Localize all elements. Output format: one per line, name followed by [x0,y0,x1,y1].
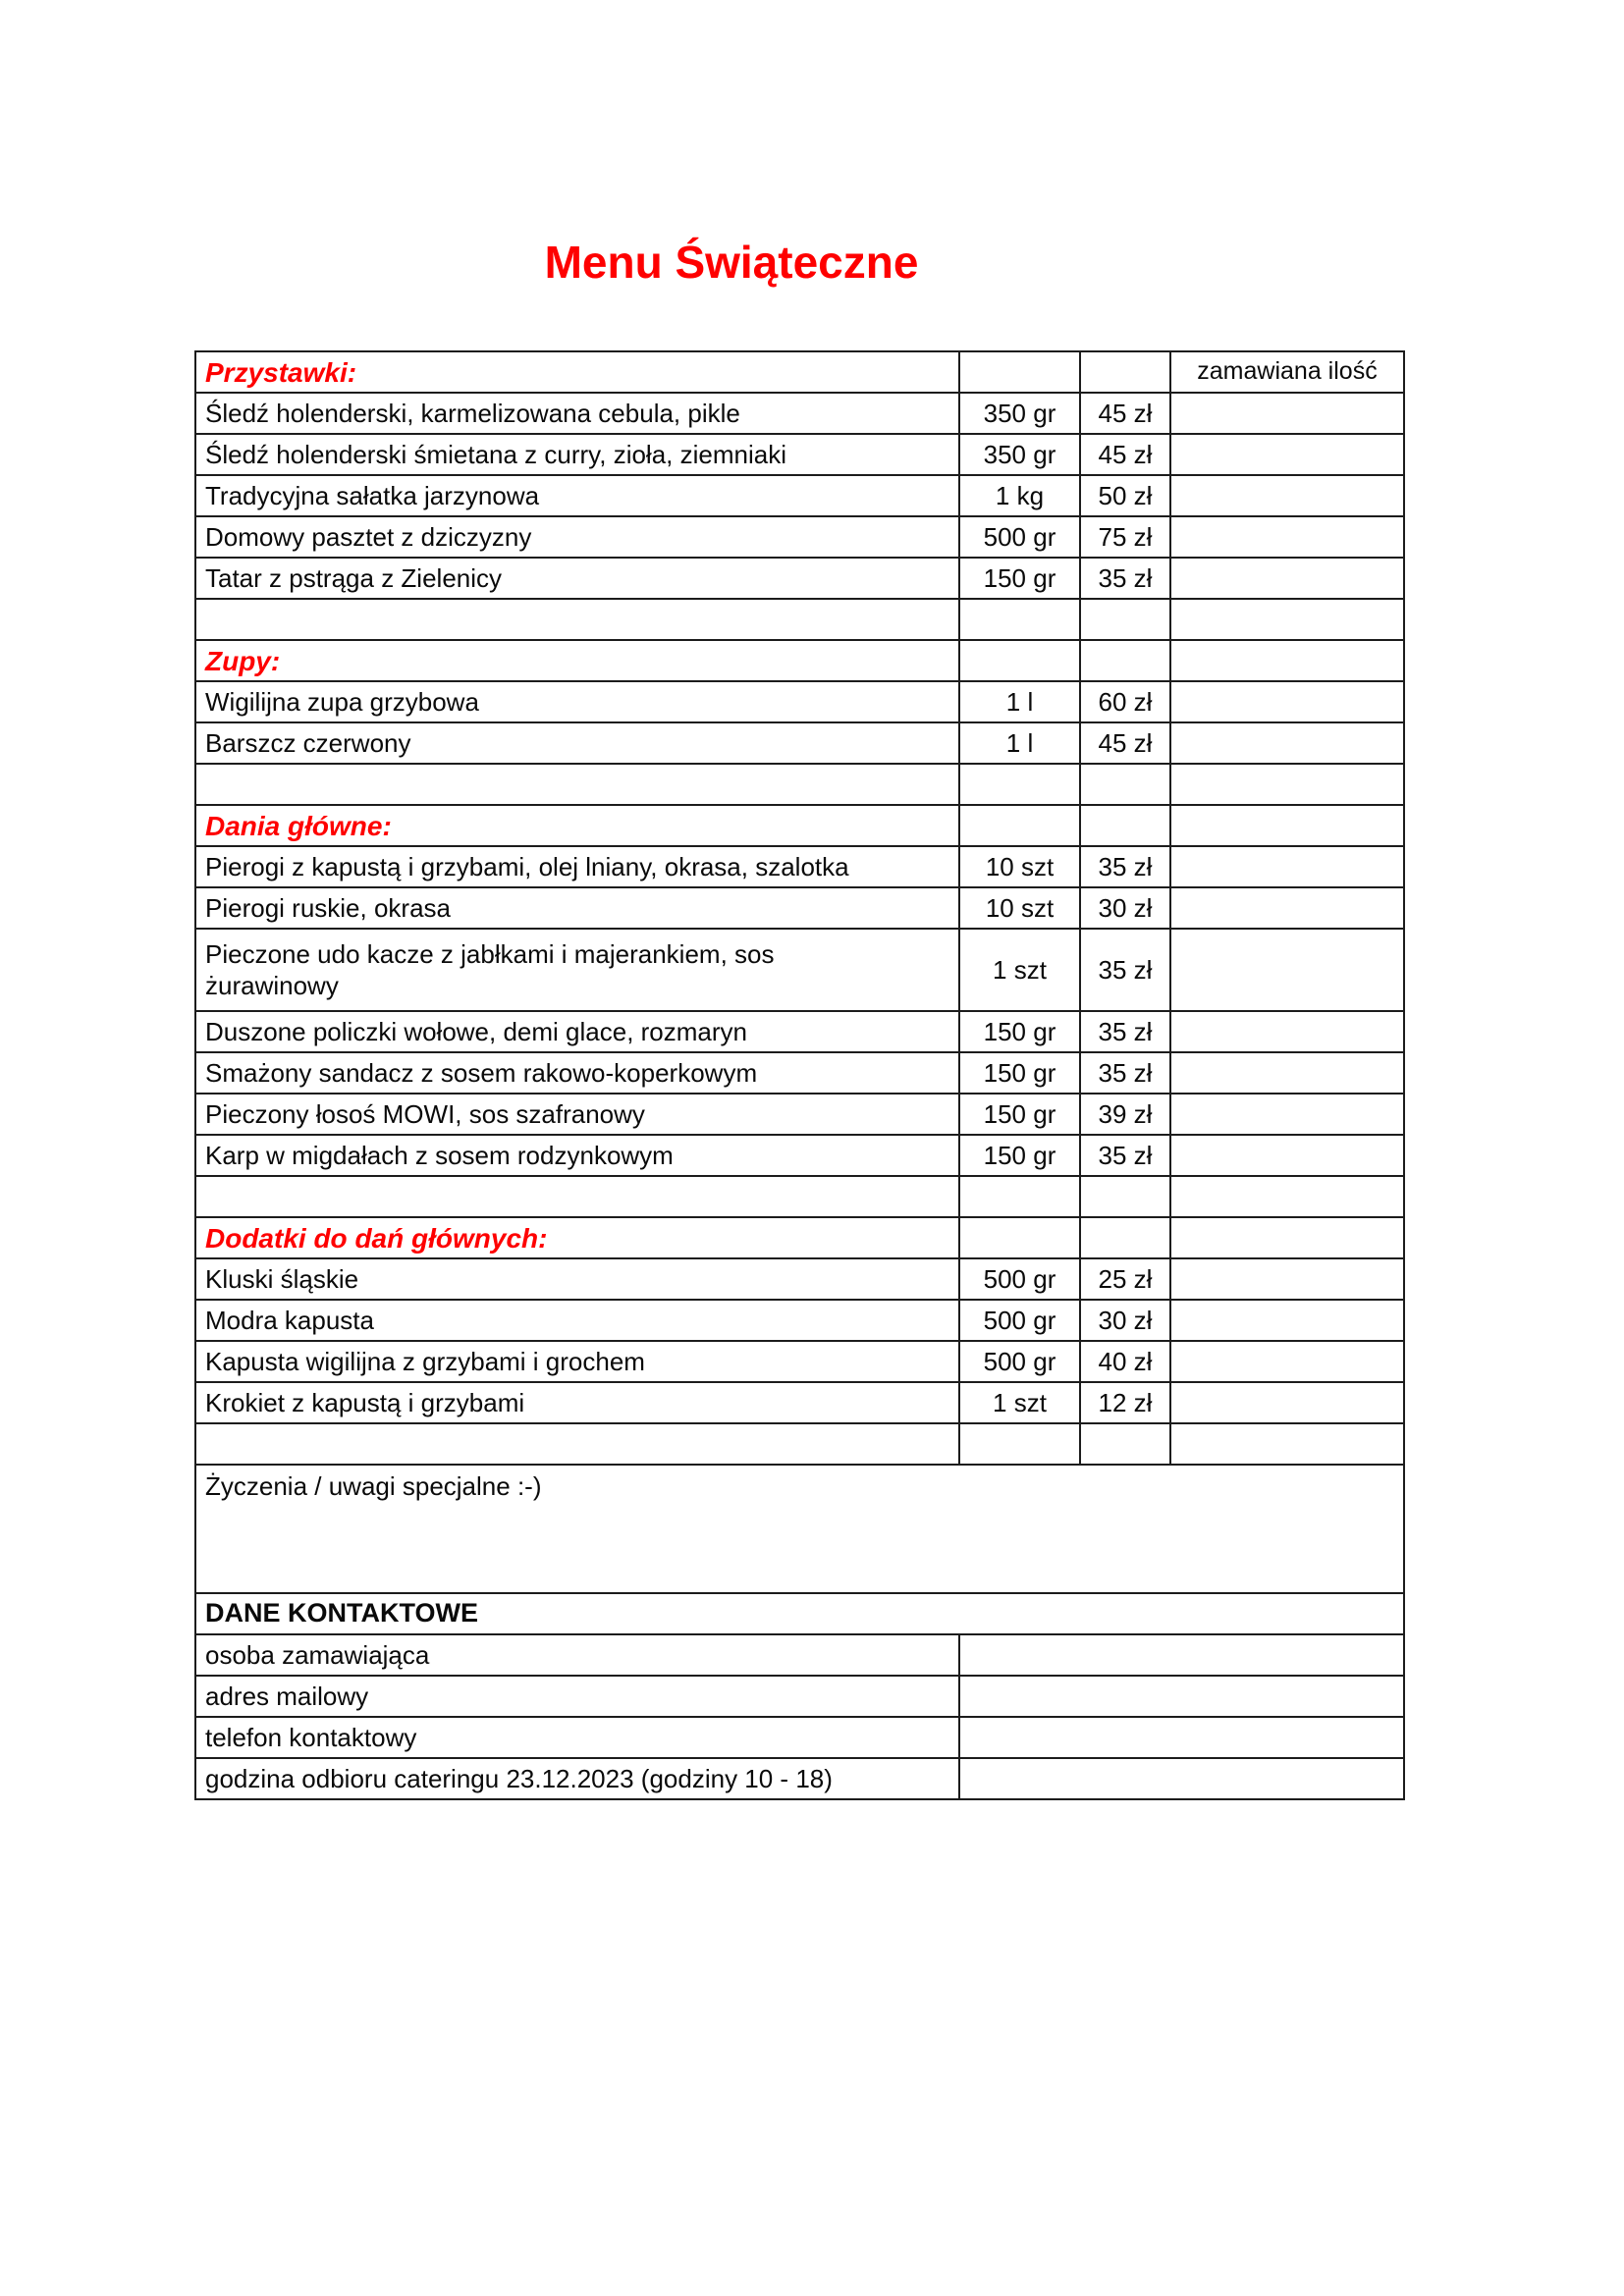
empty-cell [1080,351,1170,393]
contact-row [195,1717,1404,1758]
empty-cell [1170,1423,1404,1465]
spacer-row [195,764,1404,805]
section-title: Dania główne: [195,805,959,846]
item-quantity: 1 szt [959,929,1080,1011]
item-quantity: 150 gr [959,1094,1080,1135]
item-quantity: 150 gr [959,1052,1080,1094]
item-price: 40 zł [1080,1341,1170,1382]
item-quantity: 10 szt [959,846,1080,887]
item-price: 35 zł [1080,846,1170,887]
menu-item-row [195,887,1404,929]
item-price: 25 zł [1080,1258,1170,1300]
item-quantity: 150 gr [959,1135,1080,1176]
order-quantity-cell[interactable] [1170,516,1404,558]
item-price: 75 zł [1080,516,1170,558]
item-name-text: Pieczone udo kacze z jabłkami i majerankiem, sos żurawinowy [205,938,775,1000]
order-quantity-cell[interactable] [1170,1135,1404,1176]
empty-cell [195,599,959,640]
item-price: 35 zł [1080,1011,1170,1052]
order-quantity-cell[interactable] [1170,434,1404,475]
menu-item-row [195,722,1404,764]
spacer-row [195,599,1404,640]
christmas-menu-order-table [194,350,1405,1800]
item-price: 12 zł [1080,1382,1170,1423]
contact-section-title: DANE KONTAKTOWE [195,1593,1404,1634]
order-quantity-cell[interactable] [1170,1382,1404,1423]
item-name: Pieczony łosoś MOWI, sos szafranowy [195,1094,959,1135]
menu-item-row [195,681,1404,722]
order-quantity-cell[interactable] [1170,1341,1404,1382]
order-quantity-cell[interactable] [1170,1258,1404,1300]
order-quantity-cell[interactable] [1170,1094,1404,1135]
menu-item-row [195,846,1404,887]
order-quantity-column-header [1170,640,1404,681]
empty-cell [959,1217,1080,1258]
contact-field-label: osoba zamawiająca [195,1634,959,1676]
spacer-row [195,1176,1404,1217]
item-quantity: 1 l [959,722,1080,764]
item-quantity: 1 l [959,681,1080,722]
menu-item-row [195,1011,1404,1052]
item-name: Pierogi z kapustą i grzybami, olej lniany, okrasa, szalotka [195,846,959,887]
item-quantity: 500 gr [959,1341,1080,1382]
order-quantity-cell[interactable] [1170,1300,1404,1341]
item-quantity: 150 gr [959,1011,1080,1052]
item-price: 50 zł [1080,475,1170,516]
item-price: 35 zł [1080,1135,1170,1176]
item-quantity: 500 gr [959,1258,1080,1300]
special-wishes-cell[interactable]: Życzenia / uwagi specjalne :-) [195,1465,1404,1593]
empty-cell [959,599,1080,640]
item-price: 45 zł [1080,722,1170,764]
empty-cell [959,640,1080,681]
empty-cell [1080,640,1170,681]
item-quantity: 350 gr [959,434,1080,475]
item-quantity: 150 gr [959,558,1080,599]
order-quantity-cell[interactable] [1170,929,1404,1011]
contact-value-cell[interactable] [959,1676,1404,1717]
item-quantity: 10 szt [959,887,1080,929]
empty-cell [959,1423,1080,1465]
empty-cell [195,1423,959,1465]
contact-section-header-row [195,1593,1404,1634]
contact-value-cell[interactable] [959,1758,1404,1799]
section-header-row [195,640,1404,681]
item-price: 35 zł [1080,558,1170,599]
item-name: Duszone policzki wołowe, demi glace, rozmaryn [195,1011,959,1052]
menu-item-row [195,1052,1404,1094]
menu-item-row [195,475,1404,516]
spacer-row [195,1423,1404,1465]
order-quantity-cell[interactable] [1170,1052,1404,1094]
empty-cell [959,805,1080,846]
item-price: 35 zł [1080,1052,1170,1094]
item-name: Kluski śląskie [195,1258,959,1300]
item-name: Krokiet z kapustą i grzybami [195,1382,959,1423]
item-name: Modra kapusta [195,1300,959,1341]
menu-item-row [195,516,1404,558]
page-title: Menu Świąteczne [544,237,919,288]
menu-item-row [195,393,1404,434]
order-quantity-column-header [1170,1217,1404,1258]
menu-item-row [195,929,1404,1011]
empty-cell [195,764,959,805]
item-name: Karp w migdałach z sosem rodzynkowym [195,1135,959,1176]
item-name: Wigilijna zupa grzybowa [195,681,959,722]
contact-row [195,1758,1404,1799]
empty-cell [1170,599,1404,640]
item-quantity: 1 kg [959,475,1080,516]
contact-field-label: telefon kontaktowy [195,1717,959,1758]
item-name: Domowy pasztet z dziczyzny [195,516,959,558]
item-price: 45 zł [1080,393,1170,434]
order-quantity-cell[interactable] [1170,1011,1404,1052]
item-price: 39 zł [1080,1094,1170,1135]
item-quantity: 350 gr [959,393,1080,434]
menu-table-body [195,351,1404,1799]
empty-cell [959,351,1080,393]
item-price: 30 zł [1080,887,1170,929]
contact-field-label: adres mailowy [195,1676,959,1717]
order-quantity-column-header: zamawiana ilość [1170,351,1404,393]
contact-value-cell[interactable] [959,1717,1404,1758]
menu-item-row [195,1382,1404,1423]
item-name: Barszcz czerwony [195,722,959,764]
empty-cell [1080,764,1170,805]
section-title: Dodatki do dań głównych: [195,1217,959,1258]
section-header-row [195,1217,1404,1258]
item-quantity: 1 szt [959,1382,1080,1423]
section-header-row [195,351,1404,393]
order-quantity-cell[interactable] [1170,558,1404,599]
item-price: 30 zł [1080,1300,1170,1341]
menu-item-row [195,1258,1404,1300]
menu-item-row [195,1341,1404,1382]
menu-item-row [195,434,1404,475]
empty-cell [195,1176,959,1217]
section-header-row [195,805,1404,846]
special-wishes-row [195,1465,1404,1593]
contact-row [195,1634,1404,1676]
item-name [195,929,959,1011]
order-quantity-cell[interactable] [1170,681,1404,722]
item-name: Kapusta wigilijna z grzybami i grochem [195,1341,959,1382]
contact-field-label: godzina odbioru cateringu 23.12.2023 (godziny 10 - 18) [195,1758,959,1799]
item-price: 35 zł [1080,929,1170,1011]
item-price: 45 zł [1080,434,1170,475]
empty-cell [1080,1217,1170,1258]
item-name: Tradycyjna sałatka jarzynowa [195,475,959,516]
order-quantity-cell[interactable] [1170,722,1404,764]
empty-cell [1170,764,1404,805]
contact-row [195,1676,1404,1717]
menu-item-row [195,558,1404,599]
empty-cell [1080,1176,1170,1217]
contact-value-cell[interactable] [959,1634,1404,1676]
empty-cell [1080,599,1170,640]
empty-cell [959,1176,1080,1217]
menu-item-row [195,1135,1404,1176]
order-quantity-cell[interactable] [1170,393,1404,434]
empty-cell [959,764,1080,805]
order-quantity-cell[interactable] [1170,475,1404,516]
item-name: Śledź holenderski, karmelizowana cebula, pikle [195,393,959,434]
order-quantity-cell[interactable] [1170,887,1404,929]
item-quantity: 500 gr [959,516,1080,558]
item-price: 60 zł [1080,681,1170,722]
order-quantity-cell[interactable] [1170,846,1404,887]
item-name: Smażony sandacz z sosem rakowo-koperkowym [195,1052,959,1094]
menu-item-row [195,1300,1404,1341]
section-title: Przystawki: [195,351,959,393]
item-quantity: 500 gr [959,1300,1080,1341]
item-name: Pierogi ruskie, okrasa [195,887,959,929]
section-title: Zupy: [195,640,959,681]
menu-item-row [195,1094,1404,1135]
empty-cell [1080,1423,1170,1465]
item-name: Tatar z pstrąga z Zielenicy [195,558,959,599]
item-name: Śledź holenderski śmietana z curry, zioła, ziemniaki [195,434,959,475]
empty-cell [1080,805,1170,846]
empty-cell [1170,1176,1404,1217]
order-quantity-column-header [1170,805,1404,846]
